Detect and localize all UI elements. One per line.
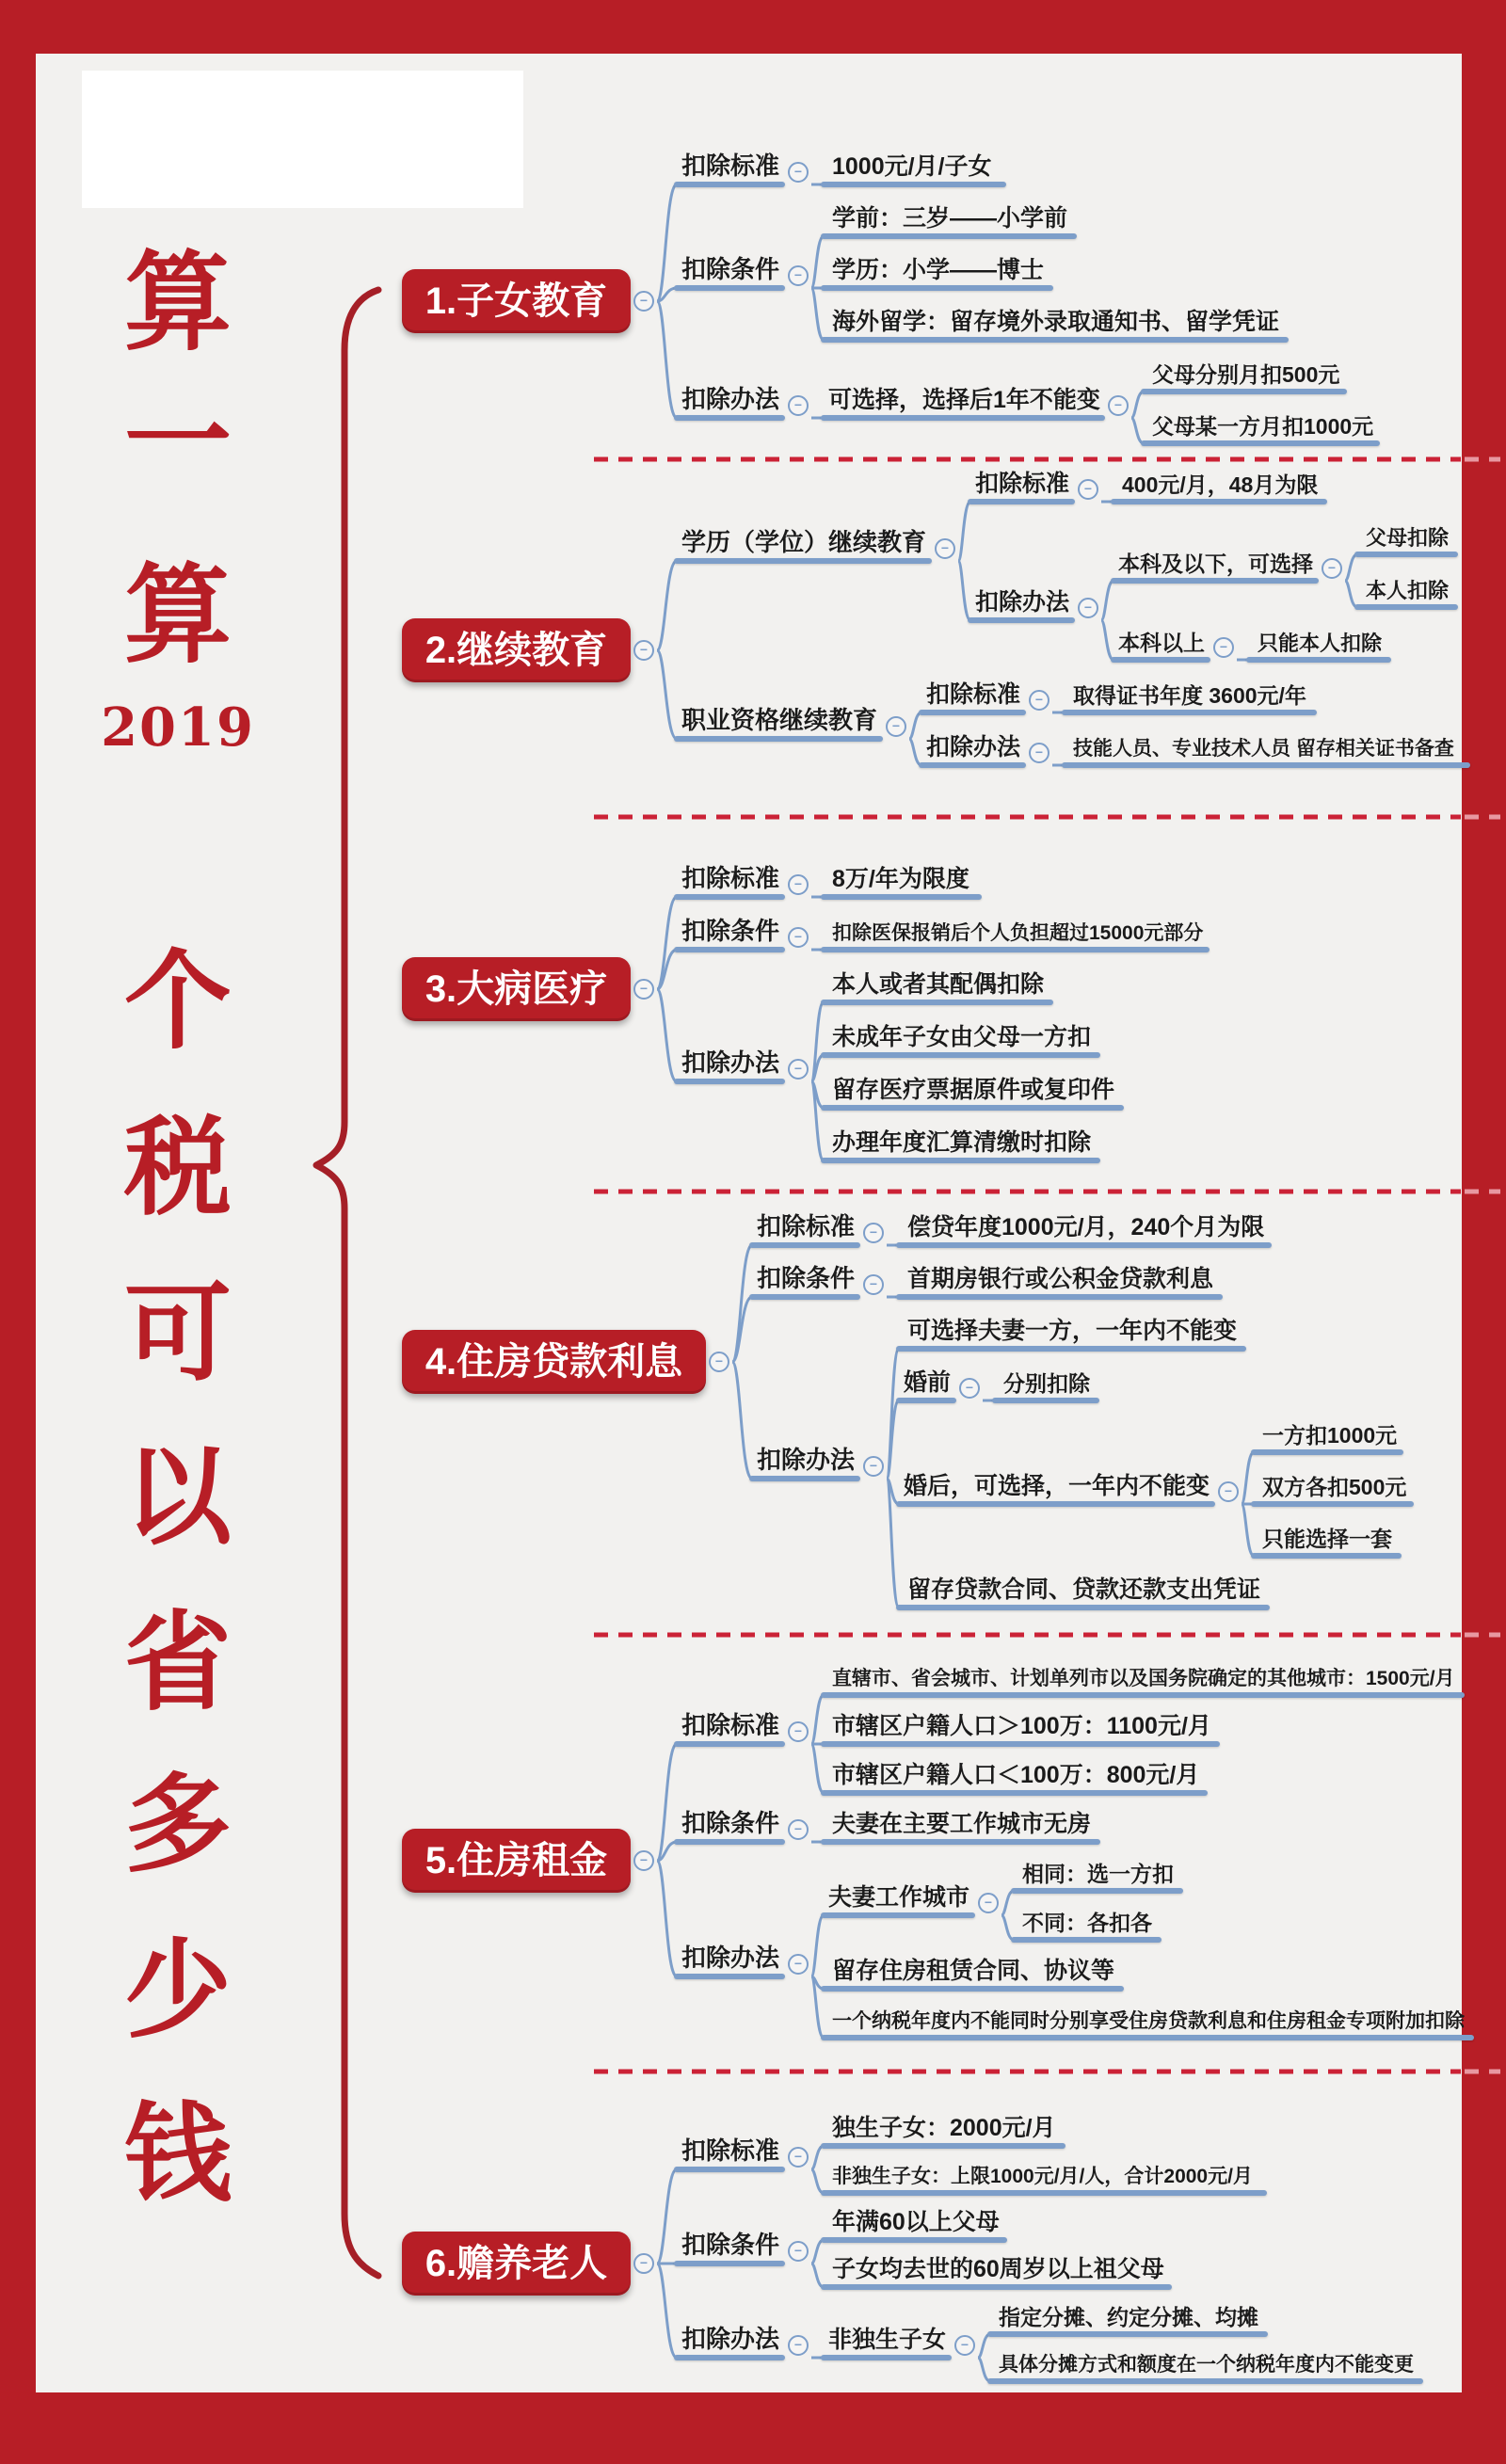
collapse-icon[interactable]: − bbox=[863, 1274, 884, 1295]
vertical-title-char: 省 bbox=[123, 1599, 232, 1725]
leaf-label[interactable]: 年满60以上父母 bbox=[832, 2209, 1000, 2235]
branch-underline bbox=[821, 1000, 1053, 1005]
branch-label[interactable]: 婚前 bbox=[904, 1369, 952, 1396]
branch-underline bbox=[674, 736, 883, 742]
leaf-label[interactable]: 扣除医保报销后个人负担超过15000元部分 bbox=[832, 922, 1204, 944]
branch-label[interactable]: 非独生子女 bbox=[828, 2327, 947, 2353]
branch-underline bbox=[674, 1079, 785, 1084]
branch-label[interactable]: 本科及以下，可选择 bbox=[1118, 552, 1313, 576]
leaf-label[interactable]: 一方扣1000元 bbox=[1262, 1423, 1398, 1448]
branch-underline bbox=[821, 1839, 1100, 1845]
collapse-icon[interactable]: − bbox=[633, 640, 654, 661]
leaf-label[interactable]: 1000元/月/子女 bbox=[832, 153, 992, 180]
collapse-icon[interactable]: − bbox=[788, 874, 809, 895]
collapse-icon[interactable]: − bbox=[788, 1721, 809, 1742]
branch-underline bbox=[1251, 1501, 1414, 1507]
branch-underline bbox=[821, 1105, 1124, 1111]
leaf-label[interactable]: 本人或者其配偶扣除 bbox=[832, 971, 1045, 998]
branch-underline bbox=[674, 894, 785, 900]
leaf-label[interactable]: 取得证书年度 3600元/年 bbox=[1073, 683, 1306, 708]
vertical-title-char: 少 bbox=[123, 1927, 232, 2053]
branch-label[interactable]: 扣除条件 bbox=[681, 255, 780, 283]
collapse-icon[interactable]: − bbox=[935, 538, 955, 559]
branch-underline bbox=[1062, 762, 1470, 768]
leaf-label[interactable]: 只能选择一套 bbox=[1262, 1527, 1392, 1551]
collapse-icon[interactable]: − bbox=[959, 1378, 980, 1399]
branch-label[interactable]: 扣除办法 bbox=[975, 589, 1070, 616]
collapse-icon[interactable]: − bbox=[1029, 690, 1049, 711]
branch-underline bbox=[674, 2355, 785, 2360]
leaf-label[interactable]: 只能本人扣除 bbox=[1258, 632, 1383, 655]
branch-underline bbox=[821, 233, 1077, 239]
leaf-label[interactable]: 市辖区户籍人口＜100万：800元/月 bbox=[832, 1762, 1200, 1788]
branch-label[interactable]: 扣除办法 bbox=[681, 1048, 780, 1077]
branch-label[interactable]: 扣除标准 bbox=[975, 471, 1070, 497]
branch-underline bbox=[674, 1741, 785, 1747]
branch-underline bbox=[674, 2261, 785, 2266]
branch-label[interactable]: 扣除标准 bbox=[681, 152, 780, 180]
collapse-icon[interactable]: − bbox=[1213, 637, 1234, 658]
branch-label[interactable]: 扣除标准 bbox=[681, 2136, 780, 2165]
vertical-title-char: 钱 bbox=[123, 2090, 232, 2216]
section-node[interactable]: 6.赡养老人 bbox=[402, 2232, 631, 2296]
leaf-label[interactable]: 偿贷年度1000元/月，240个月为限 bbox=[907, 1214, 1265, 1240]
branch-underline bbox=[821, 1790, 1208, 1796]
leaf-label[interactable]: 双方各扣500元 bbox=[1262, 1475, 1407, 1499]
branch-underline bbox=[896, 1398, 956, 1403]
leaf-label[interactable]: 父母某一方月扣1000元 bbox=[1152, 414, 1374, 439]
branch-underline bbox=[821, 337, 1289, 343]
branch-underline bbox=[821, 894, 982, 900]
branch-underline bbox=[968, 499, 1075, 504]
collapse-icon[interactable]: − bbox=[788, 1954, 809, 1975]
vertical-title-char: 算 bbox=[123, 239, 232, 365]
branch-underline bbox=[896, 1346, 1246, 1352]
leaf-label[interactable]: 学历：小学——博士 bbox=[832, 257, 1045, 283]
collapse-icon[interactable]: − bbox=[633, 1850, 654, 1871]
leaf-label[interactable]: 独生子女：2000元/月 bbox=[832, 2115, 1056, 2141]
branch-underline bbox=[821, 2035, 1474, 2040]
collapse-icon[interactable]: − bbox=[788, 927, 809, 948]
branch-underline bbox=[821, 1158, 1100, 1163]
branch-underline bbox=[821, 1986, 1124, 1992]
branch-underline bbox=[1111, 657, 1210, 663]
branch-underline bbox=[674, 182, 785, 187]
collapse-icon[interactable]: − bbox=[709, 1352, 729, 1372]
leaf-label[interactable]: 具体分摊方式和额度在一个纳税年度内不能变更 bbox=[999, 2354, 1414, 2376]
collapse-icon[interactable]: − bbox=[978, 1893, 999, 1913]
collapse-icon[interactable]: − bbox=[954, 2335, 975, 2356]
branch-underline bbox=[1251, 1449, 1403, 1455]
collapse-icon[interactable]: − bbox=[788, 2241, 809, 2262]
branch-underline bbox=[896, 1501, 1215, 1507]
branch-underline bbox=[749, 1294, 860, 1300]
branch-label[interactable]: 学历（学位）继续教育 bbox=[681, 528, 927, 556]
branch-label[interactable]: 扣除办法 bbox=[757, 1446, 856, 1474]
collapse-icon[interactable]: − bbox=[788, 162, 809, 183]
collapse-icon[interactable]: − bbox=[788, 1059, 809, 1080]
leaf-label[interactable]: 学前：三岁——小学前 bbox=[832, 205, 1068, 232]
branch-underline bbox=[987, 2331, 1268, 2337]
branch-underline bbox=[674, 1974, 785, 1979]
leaf-label[interactable]: 指定分摊、约定分摊、均摊 bbox=[999, 2305, 1258, 2329]
branch-label[interactable]: 扣除条件 bbox=[681, 917, 780, 945]
leaf-label[interactable]: 留存贷款合同、贷款还款支出凭证 bbox=[907, 1576, 1261, 1603]
branch-label[interactable]: 可选择，选择后1年不能变 bbox=[828, 387, 1100, 413]
leaf-label[interactable]: 技能人员、专业技术人员 留存相关证书备查 bbox=[1073, 738, 1454, 760]
branch-underline bbox=[821, 2190, 1267, 2196]
title-year: 2019 bbox=[101, 696, 255, 759]
branch-label[interactable]: 扣除条件 bbox=[681, 2231, 780, 2259]
branch-underline bbox=[674, 415, 785, 421]
collapse-icon[interactable]: − bbox=[788, 395, 809, 416]
branch-underline bbox=[749, 1242, 860, 1248]
branch-label[interactable]: 扣除办法 bbox=[681, 1944, 780, 1972]
branch-label[interactable]: 扣除标准 bbox=[681, 864, 780, 892]
branch-underline bbox=[749, 1476, 860, 1481]
branch-underline bbox=[968, 617, 1075, 623]
vertical-title-char: 多 bbox=[123, 1761, 232, 1887]
branch-underline bbox=[992, 1398, 1099, 1403]
collapse-icon[interactable]: − bbox=[633, 979, 654, 1000]
branch-label[interactable]: 扣除办法 bbox=[681, 385, 780, 413]
branch-label[interactable]: 扣除标准 bbox=[757, 1212, 856, 1240]
branch-underline bbox=[821, 1741, 1220, 1747]
collapse-icon[interactable]: − bbox=[1078, 598, 1098, 618]
branch-underline bbox=[1354, 552, 1458, 557]
collapse-icon[interactable]: − bbox=[788, 265, 809, 286]
branch-underline bbox=[821, 1912, 975, 1918]
branch-underline bbox=[674, 947, 785, 952]
leaf-label[interactable]: 父母分别月扣500元 bbox=[1152, 362, 1340, 387]
branch-underline bbox=[1141, 389, 1347, 394]
branch-label[interactable]: 职业资格继续教育 bbox=[681, 706, 878, 734]
branch-underline bbox=[1246, 657, 1391, 663]
section-node[interactable]: 4.住房贷款利息 bbox=[402, 1330, 706, 1394]
branch-underline bbox=[987, 2378, 1423, 2384]
collapse-icon[interactable]: − bbox=[788, 2335, 809, 2356]
branch-underline bbox=[821, 415, 1105, 421]
branch-underline bbox=[674, 2167, 785, 2172]
collapse-icon[interactable]: − bbox=[1029, 743, 1049, 763]
collapse-icon[interactable]: − bbox=[863, 1456, 884, 1477]
branch-underline bbox=[821, 1692, 1465, 1698]
branch-underline bbox=[674, 558, 932, 564]
vertical-title-char: 个 bbox=[123, 937, 232, 1064]
branch-underline bbox=[1011, 1937, 1162, 1943]
branch-label[interactable]: 扣除条件 bbox=[757, 1264, 856, 1292]
branch-underline bbox=[1354, 604, 1458, 610]
branch-underline bbox=[896, 1242, 1272, 1248]
section-node[interactable]: 5.住房租金 bbox=[402, 1829, 631, 1893]
leaf-label[interactable]: 留存住房租赁合同、协议等 bbox=[832, 1958, 1115, 1984]
leaf-label[interactable]: 子女均去世的60周岁以上祖父母 bbox=[832, 2256, 1164, 2282]
branch-underline bbox=[919, 762, 1026, 768]
branch-label[interactable]: 扣除标准 bbox=[681, 1711, 780, 1739]
leaf-label[interactable]: 留存医疗票据原件或复印件 bbox=[832, 1077, 1115, 1103]
branch-underline bbox=[821, 285, 1053, 291]
branch-underline bbox=[821, 947, 1210, 952]
section-node[interactable]: 1.子女教育 bbox=[402, 269, 631, 333]
vertical-title-char: 可 bbox=[123, 1270, 232, 1396]
leaf-label[interactable]: 市辖区户籍人口＞100万：1100元/月 bbox=[832, 1713, 1211, 1739]
section-node[interactable]: 3.大病医疗 bbox=[402, 957, 631, 1021]
section-node[interactable]: 2.继续教育 bbox=[402, 618, 631, 682]
branch-underline bbox=[821, 1052, 1100, 1058]
collapse-icon[interactable]: − bbox=[886, 716, 906, 737]
leaf-label[interactable]: 海外留学：留存境外录取通知书、留学凭证 bbox=[832, 309, 1280, 335]
leaf-label[interactable]: 可选择夫妻一方，一年内不能变 bbox=[907, 1318, 1238, 1344]
branch-underline bbox=[821, 2284, 1172, 2290]
branch-label[interactable]: 扣除条件 bbox=[681, 1809, 780, 1837]
branch-label[interactable]: 扣除标准 bbox=[926, 681, 1021, 708]
branch-underline bbox=[821, 2143, 1065, 2149]
branch-label[interactable]: 夫妻工作城市 bbox=[828, 1884, 970, 1911]
leaf-label[interactable]: 相同：选一方扣 bbox=[1022, 1862, 1174, 1886]
branch-underline bbox=[1141, 440, 1380, 446]
leaf-label[interactable]: 首期房银行或公积金贷款利息 bbox=[907, 1266, 1214, 1292]
leaf-label[interactable]: 直辖市、省会城市、计划单列市以及国务院确定的其他城市：1500元/月 bbox=[832, 1668, 1455, 1689]
leaf-label[interactable]: 本人扣除 bbox=[1366, 579, 1450, 602]
branch-underline bbox=[821, 2355, 952, 2360]
leaf-label[interactable]: 一个纳税年度内不能同时分别享受住房贷款利息和住房租金专项附加扣除 bbox=[832, 2010, 1465, 2032]
collapse-icon[interactable]: − bbox=[1108, 395, 1129, 416]
collapse-icon[interactable]: − bbox=[1322, 558, 1342, 579]
leaf-label[interactable]: 未成年子女由父母一方扣 bbox=[832, 1024, 1092, 1050]
collapse-icon[interactable]: − bbox=[633, 2253, 654, 2274]
branch-underline bbox=[821, 182, 1006, 187]
leaf-label[interactable]: 非独生子女：上限1000元/月/人，合计2000元/月 bbox=[832, 2166, 1253, 2187]
branch-underline bbox=[919, 710, 1026, 715]
vertical-title-char: 一 bbox=[123, 378, 232, 504]
leaf-label[interactable]: 父母扣除 bbox=[1366, 526, 1450, 550]
collapse-icon[interactable]: − bbox=[1078, 479, 1098, 500]
collapse-icon[interactable]: − bbox=[788, 2147, 809, 2168]
branch-underline bbox=[1062, 710, 1317, 715]
collapse-icon[interactable]: − bbox=[863, 1223, 884, 1243]
vertical-title-char: 以 bbox=[123, 1433, 232, 1560]
branch-label[interactable]: 本科以上 bbox=[1118, 631, 1205, 655]
branch-underline bbox=[1111, 499, 1327, 504]
branch-underline bbox=[674, 1839, 785, 1845]
branch-underline bbox=[674, 285, 785, 291]
leaf-label[interactable]: 8万/年为限度 bbox=[832, 866, 969, 892]
leaf-label[interactable]: 办理年度汇算清缴时扣除 bbox=[832, 1129, 1092, 1156]
collapse-icon[interactable]: − bbox=[1218, 1481, 1239, 1502]
branch-underline bbox=[821, 2237, 1007, 2243]
leaf-label[interactable]: 分别扣除 bbox=[1003, 1371, 1090, 1396]
branch-label[interactable]: 扣除办法 bbox=[681, 2325, 780, 2353]
branch-underline bbox=[1251, 1553, 1402, 1559]
branch-underline bbox=[1011, 1888, 1183, 1894]
collapse-icon[interactable]: − bbox=[788, 1819, 809, 1840]
collapse-icon[interactable]: − bbox=[633, 291, 654, 312]
branch-label[interactable]: 婚后，可选择，一年内不能变 bbox=[904, 1473, 1210, 1499]
vertical-title-char: 税 bbox=[123, 1104, 232, 1230]
branch-underline bbox=[1111, 578, 1319, 584]
leaf-label[interactable]: 不同：各扣各 bbox=[1022, 1911, 1152, 1935]
branch-underline bbox=[896, 1605, 1270, 1610]
branch-label[interactable]: 扣除办法 bbox=[926, 734, 1021, 760]
leaf-label[interactable]: 400元/月，48月为限 bbox=[1122, 472, 1319, 497]
leaf-label[interactable]: 夫妻在主要工作城市无房 bbox=[832, 1811, 1092, 1837]
branch-underline bbox=[896, 1294, 1223, 1300]
vertical-title-char: 算 bbox=[123, 552, 232, 678]
